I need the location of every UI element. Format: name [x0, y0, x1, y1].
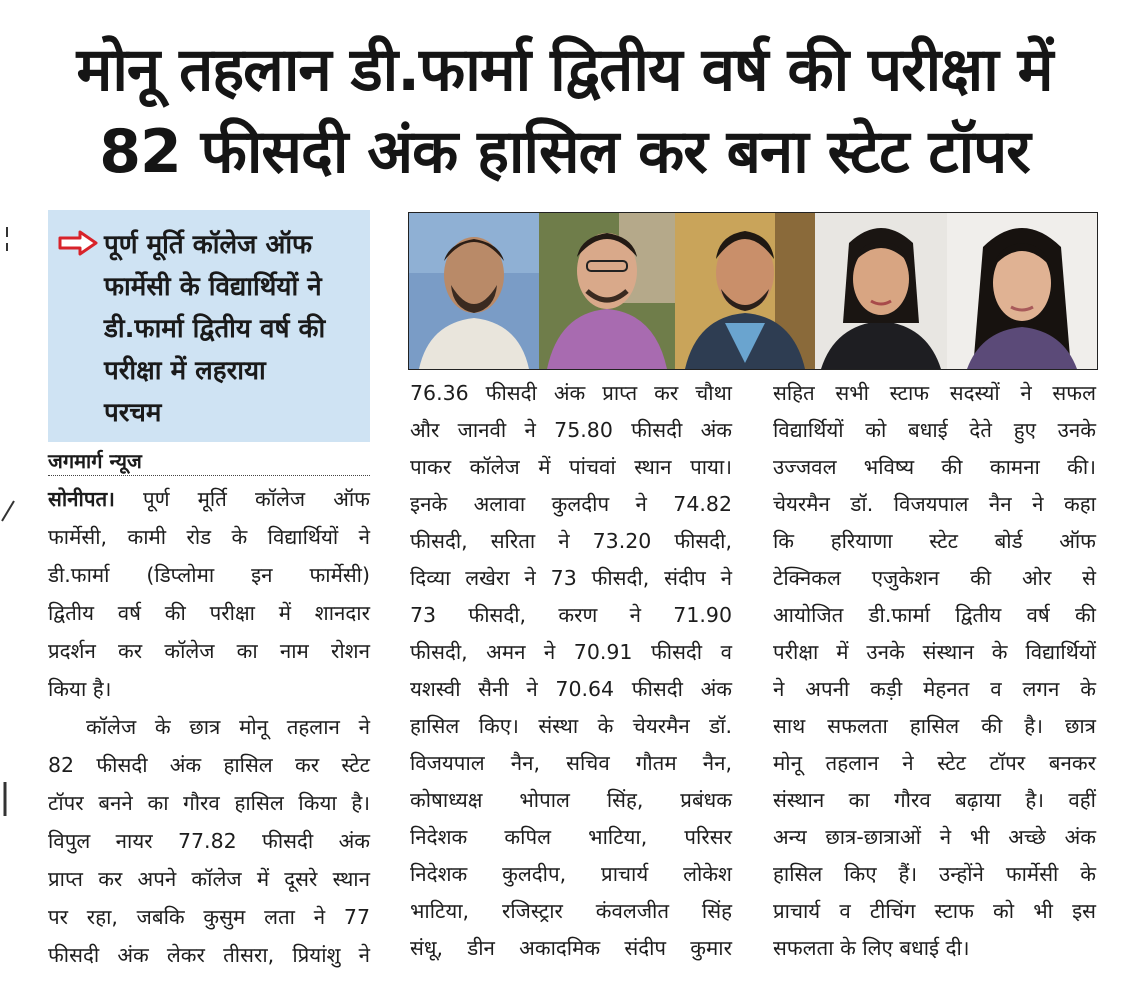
column1-line: द्वितीय वर्ष की परीक्षा में शानदार [48, 601, 370, 625]
photo-strip [408, 212, 1098, 370]
highlight-line: परीक्षा में लहराया [104, 356, 266, 386]
column2-line: 76.36 फीसदी अंक प्राप्त कर चौथा [410, 381, 732, 405]
column3-line: हासिल किए हैं। उन्होंने फार्मेसी के [773, 862, 1096, 886]
column3-line: सहित सभी स्टाफ सदस्यों ने सफल [773, 381, 1096, 405]
column3-line: परीक्षा में उनके संस्थान के विद्यार्थियों [773, 640, 1096, 664]
photo-student-1 [409, 213, 539, 369]
column1-line: फार्मेसी, कामी रोड के विद्यार्थियों ने [48, 525, 370, 549]
column1-text: पूर्ण मूर्ति कॉलेज ऑफ [143, 487, 370, 511]
column3-line: टेक्निकल एजुकेशन की ओर से [773, 566, 1096, 590]
column3-line: साथ सफलता हासिल की है। छात्र [773, 714, 1096, 738]
byline: जगमार्ग न्यूज [48, 447, 370, 476]
column3-line: विद्यार्थियों को बधाई देते हुए उनके [773, 418, 1096, 442]
column1-line: प्रदर्शन कर कॉलेज का नाम रोशन [48, 639, 370, 663]
column3-line: उज्जवल भविष्य की कामना की। [773, 455, 1096, 479]
margin-dash-mark [0, 225, 14, 265]
column1-line: प्राप्त कर अपने कॉलेज में दूसरे स्थान [48, 867, 370, 891]
margin-chevron-mark [0, 495, 18, 525]
dateline: सोनीपत। [48, 487, 115, 511]
column1-line: 82 फीसदी अंक हासिल कर स्टेट [48, 753, 370, 777]
column3-line: मोनू तहलान ने स्टेट टॉपर बनकर [773, 751, 1096, 775]
column2-line: कोषाध्यक्ष भोपाल सिंह, प्रबंधक [410, 788, 732, 812]
photo-student-2 [539, 213, 675, 369]
column1-line: कॉलेज के छात्र मोनू तहलान ने [86, 715, 370, 739]
margin-bar-mark [0, 780, 10, 820]
highlight-text [104, 224, 366, 434]
column1-line: किया है। [48, 677, 112, 701]
highlight-line: पूर्ण मूर्ति कॉलेज ऑफ [104, 230, 313, 260]
column2-line: फीसदी, सरिता ने 73.20 फीसदी, [410, 529, 732, 553]
photo-student-5 [947, 213, 1097, 369]
column2-line: फीसदी, अमन ने 70.91 फीसदी व [410, 640, 732, 664]
column2-line: विजयपाल नैन, सचिव गौतम नैन, [410, 751, 732, 775]
column3-line: आयोजित डी.फार्मा द्वितीय वर्ष की [773, 603, 1096, 627]
headline-line-1: मोनू तहलान डी.फार्मा द्वितीय वर्ष की परीक्षा में [76, 35, 1053, 105]
column2-line: दिव्या लखेरा ने 73 फीसदी, संदीप ने [410, 566, 732, 590]
column3-line: संस्थान का गौरव बढ़ाया है। वहीं [773, 788, 1096, 812]
photo-student-3 [675, 213, 815, 369]
highlight-line: डी.फार्मा द्वितीय वर्ष की [104, 314, 326, 344]
column2-line: निदेशक कपिल भाटिया, परिसर [410, 825, 732, 849]
column2-line: हासिल किए। संस्था के चेयरमैन डॉ. [410, 714, 732, 738]
column3-line: अन्य छात्र-छात्राओं ने भी अच्छे अंक [773, 825, 1096, 849]
column3-line: ने अपनी कड़ी मेहनत व लगन के [773, 677, 1096, 701]
column3-line: चेयरमैन डॉ. विजयपाल नैन ने कहा [773, 492, 1096, 516]
headline-line-2: 82 फीसदी अंक हासिल कर बना स्टेट टॉपर [99, 117, 1030, 187]
column1-line: विपुल नायर 77.82 फीसदी अंक [48, 829, 370, 853]
arrow-right-icon [58, 230, 98, 256]
highlight-line: परचम [104, 398, 162, 428]
column1-line: पर रहा, जबकि कुसुम लता ने 77 [48, 905, 370, 929]
column1-line: टॉपर बनने का गौरव हासिल किया है। [48, 791, 370, 815]
highlight-box [48, 210, 370, 442]
column1-line-0 [48, 483, 370, 515]
photo-student-4 [815, 213, 947, 369]
column2-line: और जानवी ने 75.80 फीसदी अंक [410, 418, 732, 442]
column2-line: पाकर कॉलेज में पांचवां स्थान पाया। [410, 455, 732, 479]
column2-line: संधू, डीन अकादमिक संदीप कुमार [410, 936, 732, 960]
column2-line: इनके अलावा कुलदीप ने 74.82 [410, 492, 732, 516]
column3-line: सफलता के लिए बधाई दी। [773, 936, 970, 960]
column1-line: फीसदी अंक लेकर तीसरा, प्रियांशु ने [48, 943, 370, 967]
highlight-line: फार्मेसी के विद्यार्थियों ने [104, 272, 322, 302]
column2-line: 73 फीसदी, करण ने 71.90 [410, 603, 732, 627]
column3-line: कि हरियाणा स्टेट बोर्ड ऑफ [773, 529, 1096, 553]
column2-line: यशस्वी सैनी ने 70.64 फीसदी अंक [410, 677, 732, 701]
column2-line: निदेशक कुलदीप, प्राचार्य लोकेश [410, 862, 732, 886]
column3-line: प्राचार्य व टीचिंग स्टाफ को भी इस [773, 899, 1096, 923]
column1-line: डी.फार्मा (डिप्लोमा इन फार्मेसी) [48, 563, 370, 587]
column2-line: भाटिया, रजिस्ट्रार कंवलजीत सिंह [410, 899, 732, 923]
